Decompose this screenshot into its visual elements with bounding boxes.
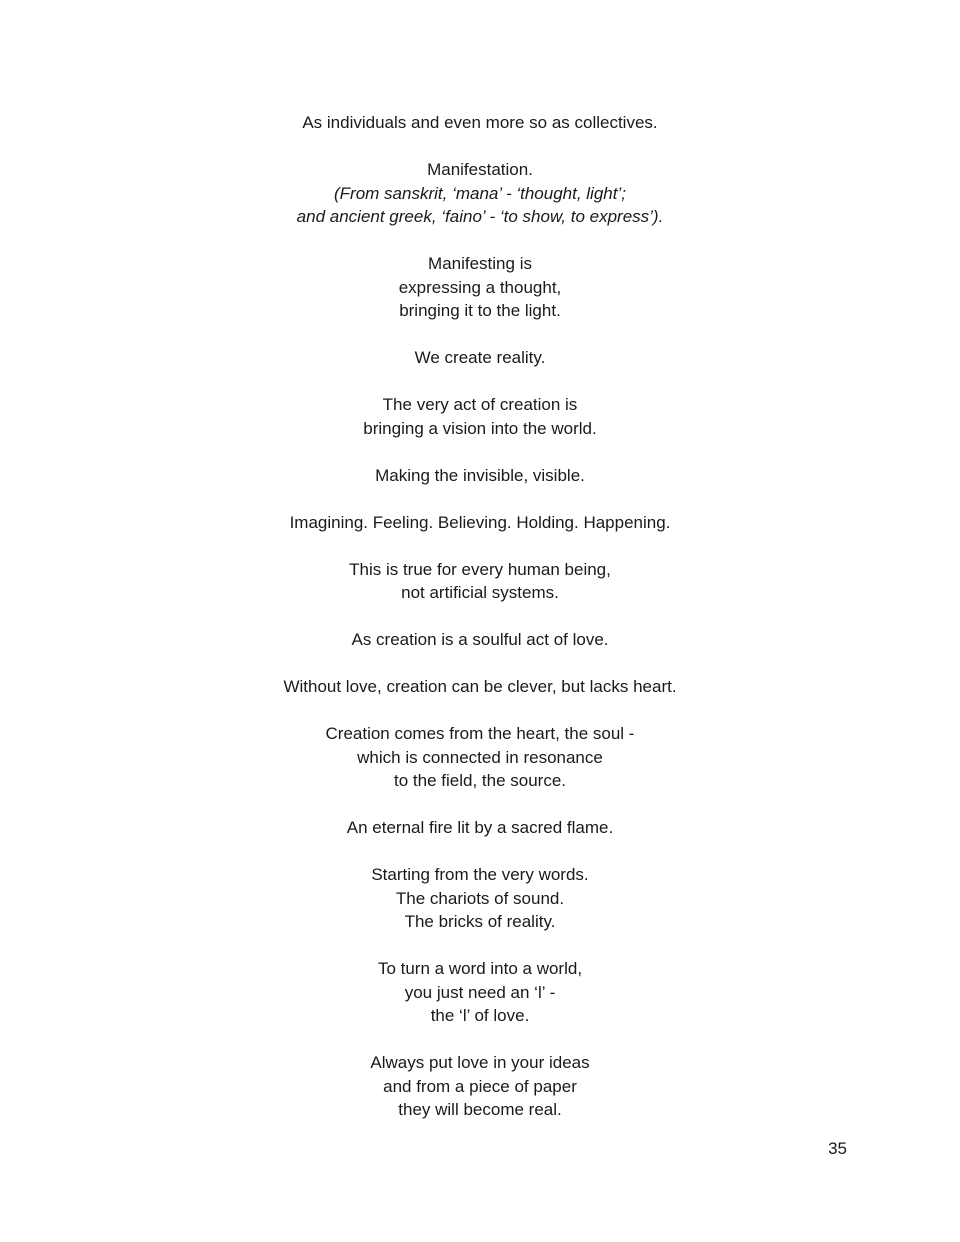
poem-line: As individuals and even more so as collectives. bbox=[302, 113, 658, 132]
poem-line: Always put love in your ideas bbox=[370, 1053, 590, 1072]
stanza-11 bbox=[0, 722, 960, 793]
poem-line: An eternal fire lit by a sacred flame. bbox=[346, 818, 614, 837]
poem-line: you just need an ‘l’ - bbox=[404, 982, 556, 1002]
poem-line: Manifestation. bbox=[427, 160, 533, 179]
poem-line: the ‘l’ of love. bbox=[430, 1006, 530, 1025]
poem-line: To turn a word into a world, bbox=[377, 959, 583, 978]
poem-line: not artificial systems. bbox=[401, 583, 559, 602]
poem-line: which is connected in resonance bbox=[357, 747, 603, 767]
poem-line: We create reality. bbox=[414, 348, 546, 367]
poem-line: bringing it to the light. bbox=[399, 301, 561, 320]
poem-line: This is true for every human being, bbox=[349, 559, 611, 579]
poem-line: expressing a thought, bbox=[398, 277, 562, 297]
poem-line: Making the invisible, visible. bbox=[375, 465, 585, 485]
stanza-4 bbox=[0, 346, 960, 370]
poem-line: Imagining. Feeling. Believing. Holding. Happening. bbox=[289, 512, 671, 532]
poem-line: Manifesting is bbox=[428, 254, 532, 273]
stanza-2 bbox=[0, 158, 960, 229]
poem-line: and from a piece of paper bbox=[383, 1076, 577, 1096]
poem-body bbox=[0, 111, 960, 1145]
poem-line: bringing a vision into the world. bbox=[363, 418, 597, 438]
stanza-13 bbox=[0, 863, 960, 934]
stanza-12 bbox=[0, 816, 960, 840]
poem-line: Without love, creation can be clever, but lacks heart. bbox=[283, 677, 677, 696]
stanza-7 bbox=[0, 511, 960, 535]
poem-line: The bricks of reality. bbox=[404, 912, 556, 931]
etymology-line: (From sanskrit, ‘mana’ - ‘thought, light’; bbox=[334, 183, 626, 203]
stanza-8 bbox=[0, 558, 960, 605]
poem-line: Creation comes from the heart, the soul - bbox=[325, 724, 635, 743]
stanza-9 bbox=[0, 628, 960, 652]
stanza-6 bbox=[0, 464, 960, 488]
stanza-10 bbox=[0, 675, 960, 699]
stanza-5 bbox=[0, 393, 960, 440]
etymology-line: and ancient greek, ‘faino’ - ‘to show, to express’). bbox=[296, 207, 664, 226]
poem-line: to the field, the source. bbox=[394, 771, 566, 790]
stanza-3 bbox=[0, 252, 960, 323]
stanza-15 bbox=[0, 1051, 960, 1122]
stanza-1 bbox=[0, 111, 960, 135]
page-number: 35 bbox=[828, 1139, 847, 1158]
poem-line: Starting from the very words. bbox=[371, 865, 589, 884]
poem-line: As creation is a soulful act of love. bbox=[351, 630, 609, 649]
poem-line: The very act of creation is bbox=[382, 395, 578, 414]
poem-line: they will become real. bbox=[398, 1100, 562, 1119]
stanza-14 bbox=[0, 957, 960, 1028]
poem-line: The chariots of sound. bbox=[395, 888, 565, 908]
